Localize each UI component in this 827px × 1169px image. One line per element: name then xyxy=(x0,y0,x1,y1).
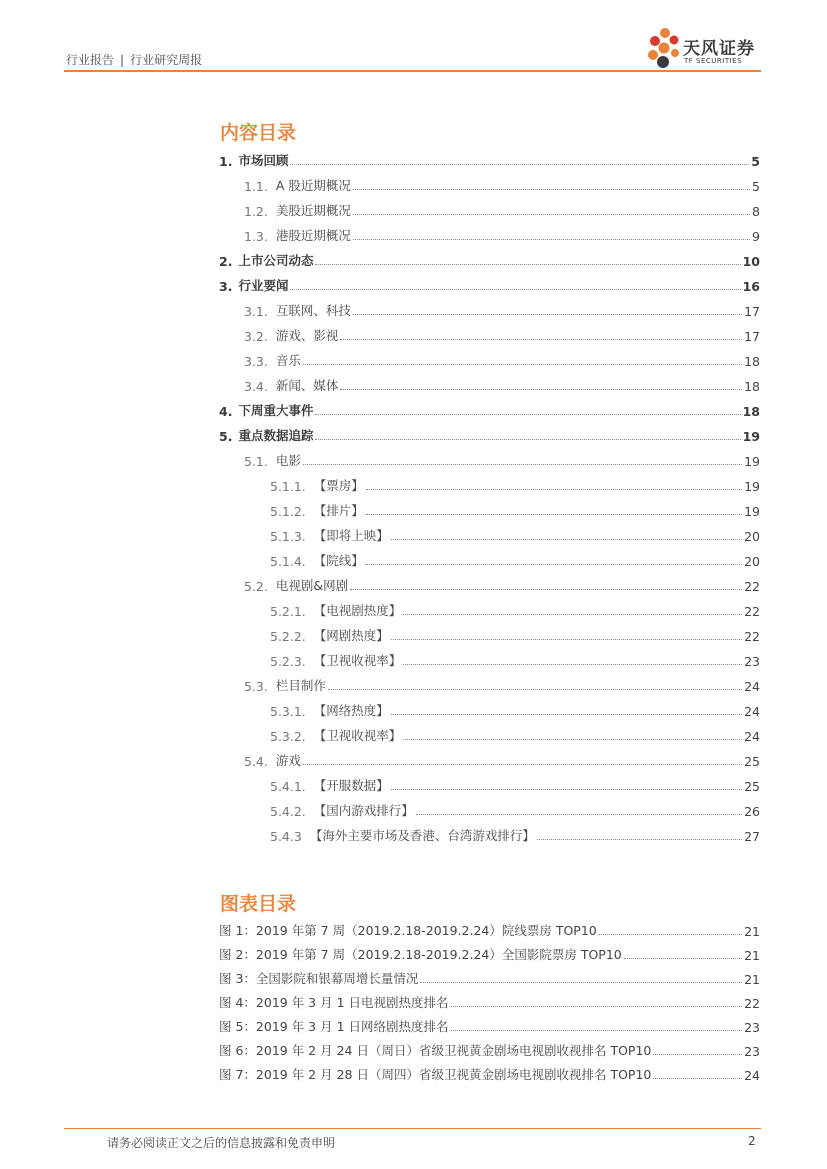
toc-entry-page: 18 xyxy=(744,354,760,369)
toc-entry-page: 18 xyxy=(744,379,760,394)
toc-entry-text: 电视剧&网剧 xyxy=(275,578,349,593)
toc-entry-number: 5.2.3. xyxy=(270,654,306,669)
toc-entry-number: 1.3. xyxy=(244,229,268,244)
toc-entry-number: 5.2.2. xyxy=(270,629,306,644)
logo-subtitle: TF SECURITIES xyxy=(684,57,743,65)
toc-entry-page: 24 xyxy=(744,704,760,719)
toc-entry-page: 8 xyxy=(752,204,760,219)
dot-leader xyxy=(366,563,742,565)
toc-entry[interactable] xyxy=(244,674,760,694)
toc-entry-text: 电影 xyxy=(275,453,301,468)
figure-entry-page: 24 xyxy=(744,1068,760,1083)
dot-leader xyxy=(328,688,742,690)
toc-entry-text: 下周重大事件 xyxy=(238,403,314,418)
figure-entry-page: 23 xyxy=(744,1020,760,1035)
toc-entry-number: 3.4. xyxy=(244,379,268,394)
toc-entry-page: 20 xyxy=(744,554,760,569)
toc-entry-text: 【票房】 xyxy=(313,478,364,493)
toc-entry-text: 港股近期概况 xyxy=(275,228,351,243)
figure-entry-page: 21 xyxy=(744,948,760,963)
dot-leader xyxy=(366,513,742,515)
toc-entry-number: 1.2. xyxy=(244,204,268,219)
toc-entry-page: 22 xyxy=(744,579,760,594)
toc-entry-page: 16 xyxy=(742,279,760,294)
figure-entry-text: 图 1：2019 年第 7 周（2019.2.18-2019.2.24）院线票房 TOP10 xyxy=(219,923,597,938)
toc-entry[interactable] xyxy=(244,224,760,244)
toc-entry[interactable] xyxy=(219,424,760,444)
toc-entry-text: 新闻、媒体 xyxy=(275,378,339,393)
toc-entry-page: 5 xyxy=(751,154,760,169)
toc-entry[interactable] xyxy=(219,249,760,269)
figure-entry-text: 图 2：2019 年第 7 周（2019.2.18-2019.2.24）全国影院票房 TOP10 xyxy=(219,947,622,962)
toc-entry[interactable] xyxy=(219,274,760,294)
toc-entry-page: 17 xyxy=(744,304,760,319)
dot-leader xyxy=(653,1053,742,1055)
dot-leader xyxy=(315,263,740,265)
toc-entry-page: 23 xyxy=(744,654,760,669)
toc-entry[interactable] xyxy=(270,524,760,544)
toc-entry-text: 市场回顾 xyxy=(238,153,289,168)
toc-entry-number: 5.4.3 xyxy=(270,829,302,844)
figure-entry-page: 21 xyxy=(744,924,760,939)
toc-entry-page: 26 xyxy=(744,804,760,819)
toc-entry-page: 19 xyxy=(744,479,760,494)
flower-logo-icon xyxy=(645,26,683,72)
dot-leader xyxy=(315,413,740,415)
toc-entry[interactable] xyxy=(244,449,760,469)
logo-name: 天风证券 xyxy=(683,39,755,59)
dot-leader xyxy=(290,288,740,290)
toc-entry[interactable] xyxy=(219,149,760,169)
footer-disclaimer: 请务必阅读正文之后的信息披露和免责申明 xyxy=(107,1136,336,1150)
footer-divider xyxy=(64,1128,761,1129)
dot-leader xyxy=(653,1077,742,1079)
toc-entry[interactable] xyxy=(270,774,760,794)
toc-entry[interactable] xyxy=(270,599,760,619)
toc-entry[interactable] xyxy=(244,749,760,769)
report-type: 行业研究周报 xyxy=(130,53,203,67)
toc-entry-number: 4. xyxy=(219,404,233,419)
toc-entry-page: 22 xyxy=(744,629,760,644)
toc-entry-text: 【卫视收视率】 xyxy=(313,653,402,668)
toc-entry[interactable] xyxy=(244,349,760,369)
dot-leader xyxy=(624,957,742,959)
dot-leader xyxy=(420,981,742,983)
figure-entry[interactable] xyxy=(219,1063,760,1083)
dot-leader xyxy=(353,188,750,190)
figure-entry-text: 图 3：全国影院和银幕周增长量情况 xyxy=(219,971,419,986)
header-breadcrumb xyxy=(66,51,202,68)
dot-leader xyxy=(416,813,742,815)
dot-leader xyxy=(353,238,750,240)
company-logo xyxy=(645,26,761,72)
toc-entry-text: 音乐 xyxy=(275,353,301,368)
toc-entry-page: 24 xyxy=(744,729,760,744)
figure-entry[interactable] xyxy=(219,943,760,963)
dot-leader xyxy=(303,363,742,365)
dot-leader xyxy=(350,588,742,590)
toc-entry[interactable] xyxy=(270,624,760,644)
figure-entry[interactable] xyxy=(219,1015,760,1035)
dot-leader xyxy=(340,388,742,390)
dot-leader xyxy=(353,213,750,215)
figure-entry[interactable] xyxy=(219,1039,760,1059)
toc-entry-number: 5. xyxy=(219,429,233,444)
dot-leader xyxy=(353,313,742,315)
toc-entry-text: 【网络热度】 xyxy=(313,703,389,718)
toc-entry-text: 美股近期概况 xyxy=(275,203,351,218)
toc-entry[interactable] xyxy=(219,399,760,419)
toc-entry-text: 栏目制作 xyxy=(275,678,326,693)
toc-entry-text: 【排片】 xyxy=(313,503,364,518)
dot-leader xyxy=(391,713,742,715)
dot-leader xyxy=(290,163,749,165)
dot-leader xyxy=(391,788,742,790)
figure-entry-text: 图 5：2019 年 3 月 1 日网络剧热度排名 xyxy=(219,1019,449,1034)
toc-entry-number: 2. xyxy=(219,254,233,269)
page-header xyxy=(64,39,761,72)
toc-entry-text: 重点数据追踪 xyxy=(238,428,314,443)
toc-entry-number: 5.4. xyxy=(244,754,268,769)
toc-entry-number: 5.2.1. xyxy=(270,604,306,619)
toc-entry-page: 27 xyxy=(744,829,760,844)
toc-entry[interactable] xyxy=(244,374,760,394)
toc-entry-number: 5.1.2. xyxy=(270,504,306,519)
dot-leader xyxy=(391,538,742,540)
dot-leader xyxy=(303,763,742,765)
toc-entry[interactable] xyxy=(244,324,760,344)
figure-entry-page: 22 xyxy=(744,996,760,1011)
toc-entry-text: 【院线】 xyxy=(313,553,364,568)
toc-entry-text: 游戏 xyxy=(275,753,301,768)
toc-entry-page: 18 xyxy=(742,404,760,419)
toc-entry-number: 5.1.3. xyxy=(270,529,306,544)
toc-entry[interactable] xyxy=(270,699,760,719)
figure-entry[interactable] xyxy=(219,919,760,939)
figures-title: 图表目录 xyxy=(220,893,297,915)
dot-leader xyxy=(451,1029,743,1031)
toc-entry[interactable] xyxy=(244,574,760,594)
toc-entry[interactable] xyxy=(270,799,760,819)
toc-entry-page: 19 xyxy=(742,429,760,444)
toc-entry-number: 5.4.2. xyxy=(270,804,306,819)
toc-entry-number: 3.3. xyxy=(244,354,268,369)
toc-entry[interactable] xyxy=(270,724,760,744)
toc-entry-number: 3.1. xyxy=(244,304,268,319)
dot-leader xyxy=(303,463,742,465)
toc-entry-page: 9 xyxy=(752,229,760,244)
toc-title: 内容目录 xyxy=(220,122,297,144)
toc-entry[interactable] xyxy=(270,499,760,519)
toc-entry-text: 上市公司动态 xyxy=(238,253,314,268)
toc-entry-page: 5 xyxy=(752,179,760,194)
dot-leader xyxy=(599,933,742,935)
toc-entry-page: 24 xyxy=(744,679,760,694)
dot-leader xyxy=(451,1005,743,1007)
toc-entry[interactable] xyxy=(244,174,760,194)
toc-entry-text: 【即将上映】 xyxy=(313,528,389,543)
toc-entry-text: 【电视剧热度】 xyxy=(313,603,402,618)
toc-entry-text: 游戏、影视 xyxy=(275,328,339,343)
toc-entry-text: 【开服数据】 xyxy=(313,778,389,793)
toc-entry[interactable] xyxy=(270,824,760,844)
toc-entry-number: 5.3. xyxy=(244,679,268,694)
dot-leader xyxy=(366,488,742,490)
toc-entry-page: 22 xyxy=(744,604,760,619)
toc-entry-text: 行业要闻 xyxy=(238,278,289,293)
figure-entry[interactable] xyxy=(219,967,760,987)
dot-leader xyxy=(340,338,742,340)
toc-entry-text: 【海外主要市场及香港、台湾游戏排行】 xyxy=(309,828,535,843)
toc-entry-number: 5.1. xyxy=(244,454,268,469)
report-category: 行业报告 xyxy=(66,53,115,67)
figure-entry-page: 23 xyxy=(744,1044,760,1059)
figure-entry-page: 21 xyxy=(744,972,760,987)
figure-entry-text: 图 4：2019 年 3 月 1 日电视剧热度排名 xyxy=(219,995,449,1010)
toc-entry[interactable] xyxy=(270,474,760,494)
toc-entry-text: 【网剧热度】 xyxy=(313,628,389,643)
toc-entry-number: 1.1. xyxy=(244,179,268,194)
toc-entry-number: 5.1.1. xyxy=(270,479,306,494)
toc-entry-number: 1. xyxy=(219,154,233,169)
header-separator: | xyxy=(120,53,125,67)
toc-entry-text: 互联网、科技 xyxy=(275,303,351,318)
toc-entry[interactable] xyxy=(244,299,760,319)
toc-entry-page: 19 xyxy=(744,454,760,469)
dot-leader xyxy=(403,738,742,740)
figure-entry[interactable] xyxy=(219,991,760,1011)
toc-entry-number: 5.4.1. xyxy=(270,779,306,794)
toc-entry[interactable] xyxy=(270,649,760,669)
toc-entry-page: 19 xyxy=(744,504,760,519)
dot-leader xyxy=(315,438,740,440)
toc-entry-text: 【卫视收视率】 xyxy=(313,728,402,743)
toc-entry-text: A 股近期概况 xyxy=(275,178,351,193)
figure-entry-text: 图 6：2019 年 2 月 24 日（周日）省级卫视黄金剧场电视剧收视排名 TOP10 xyxy=(219,1043,652,1058)
dot-leader xyxy=(391,638,742,640)
toc-entry-page: 20 xyxy=(744,529,760,544)
toc-entry[interactable] xyxy=(270,549,760,569)
figure-entry-text: 图 7：2019 年 2 月 28 日（周四）省级卫视黄金剧场电视剧收视排名 TOP10 xyxy=(219,1067,652,1082)
toc-entry-number: 5.3.2. xyxy=(270,729,306,744)
toc-entry-number: 5.2. xyxy=(244,579,268,594)
toc-entry-page: 25 xyxy=(744,779,760,794)
toc-entry-page: 10 xyxy=(742,254,760,269)
toc-entry-page: 17 xyxy=(744,329,760,344)
toc-entry-number: 5.3.1. xyxy=(270,704,306,719)
toc-entry-number: 3.2. xyxy=(244,329,268,344)
dot-leader xyxy=(403,663,742,665)
dot-leader xyxy=(403,613,742,615)
toc-entry-page: 25 xyxy=(744,754,760,769)
toc-entry-number: 5.1.4. xyxy=(270,554,306,569)
dot-leader xyxy=(537,838,742,840)
toc-entry-text: 【国内游戏排行】 xyxy=(313,803,414,818)
toc-entry-number: 3. xyxy=(219,279,233,294)
page-number: 2 xyxy=(748,1134,756,1148)
toc-entry[interactable] xyxy=(244,199,760,219)
